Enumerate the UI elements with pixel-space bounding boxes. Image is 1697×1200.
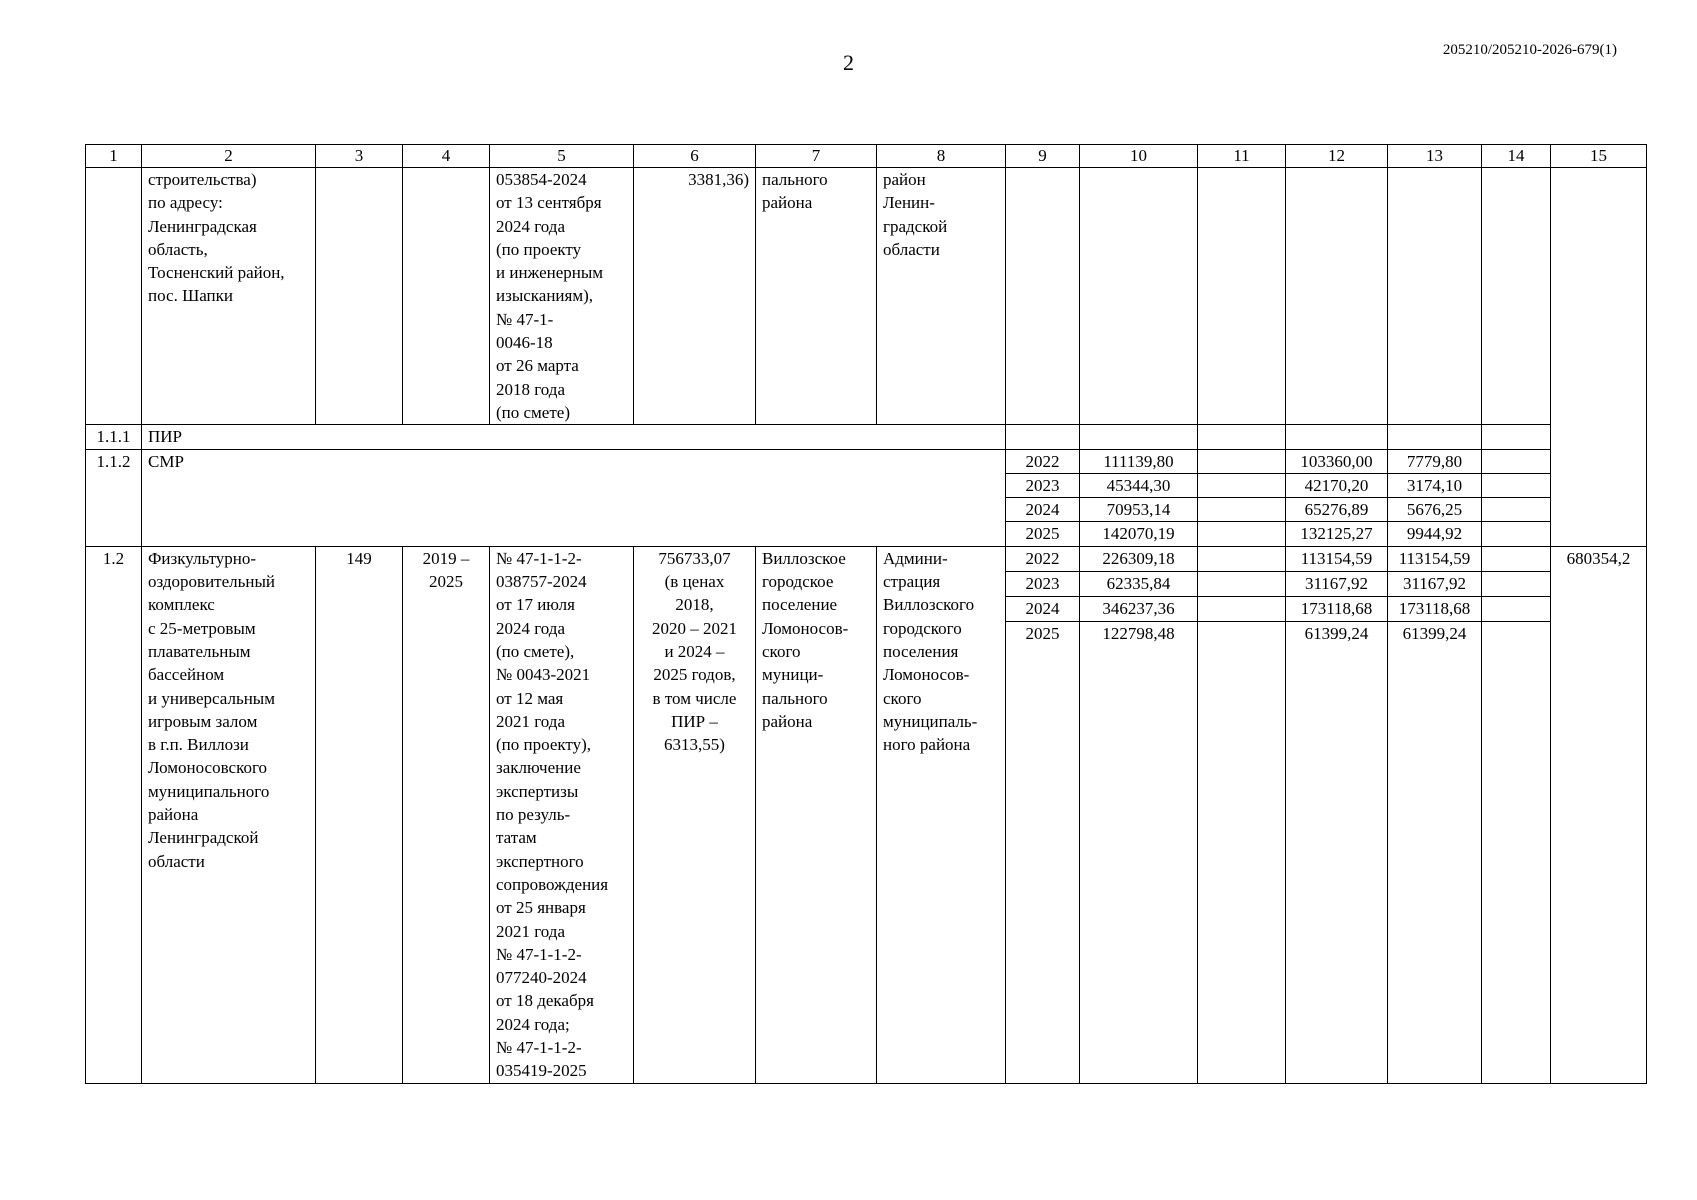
- cell-other: [1482, 546, 1551, 571]
- cell-federal: [1198, 473, 1286, 497]
- cell-federal: [1198, 546, 1286, 571]
- cell-year: 2023: [1006, 473, 1080, 497]
- col-header-8: 8: [877, 145, 1006, 168]
- cell-object-name: Физкультурно- оздоровительный комплекс с 25-метровым плавательным бассейном и универсальным игровым залом в г.п. Виллози Ломоносовского муниципального района Ленинградской области: [142, 546, 316, 1083]
- table-row: [86, 168, 1647, 425]
- cell-other: [1482, 498, 1551, 522]
- cell-federal: [1198, 449, 1286, 473]
- program-table: [85, 144, 1647, 1084]
- cell-other: [1482, 449, 1551, 473]
- table-row: [86, 546, 1647, 571]
- cell-code: [86, 168, 142, 425]
- cell-total: 346237,36: [1080, 596, 1198, 621]
- cell-local: 173118,68: [1388, 596, 1482, 621]
- cell-year: 2024: [1006, 498, 1080, 522]
- cell-year: 2025: [1006, 522, 1080, 546]
- cell-estimated-cost: 756733,07 (в ценах 2018, 2020 – 2021 и 2024 – 2025 годов, в том числе ПИР – 6313,55): [634, 546, 756, 1083]
- cell-other: [1482, 571, 1551, 596]
- cell-total: 45344,30: [1080, 473, 1198, 497]
- cell-customer: район Ленин- градской области: [877, 168, 1006, 425]
- col-header-7: 7: [756, 145, 877, 168]
- cell-code: 1.2: [86, 546, 142, 1083]
- cell-regional: [1286, 168, 1388, 425]
- cell-expertise: № 47-1-1-2- 038757-2024 от 17 июля 2024 года (по смете), № 0043-2021 от 12 мая 2021 года (по проекту), заключение экспертизы по резуль- татам экспертного сопровождения от 25 января 2021 года № 47-1-1-2- 077240-2024 от 18 декабря 2024 года; № 47-1-1-2- 035419-2025: [490, 546, 634, 1083]
- cell-municipality: Виллозское городское поселение Ломоносов- ского муници- пального района: [756, 546, 877, 1083]
- cell-local: [1388, 168, 1482, 425]
- cell-local: 5676,25: [1388, 498, 1482, 522]
- cell-capacity: [316, 168, 403, 425]
- col-header-15: 15: [1551, 145, 1647, 168]
- cell-local: [1388, 425, 1482, 449]
- cell-total: 111139,80: [1080, 449, 1198, 473]
- cell-regional: 31167,92: [1286, 571, 1388, 596]
- cell-other: [1482, 522, 1551, 546]
- cell-object-name: строительства) по адресу: Ленинградская область, Тосненский район, пос. Шапки: [142, 168, 316, 425]
- col-header-14: 14: [1482, 145, 1551, 168]
- cell-remaining: 680354,2: [1551, 546, 1647, 1083]
- cell-local: 113154,59: [1388, 546, 1482, 571]
- cell-federal: [1198, 522, 1286, 546]
- cell-federal: [1198, 596, 1286, 621]
- cell-estimated-cost: 3381,36): [634, 168, 756, 425]
- column-number-row: [86, 145, 1647, 168]
- cell-total: 62335,84: [1080, 571, 1198, 596]
- cell-capacity: 149: [316, 546, 403, 1083]
- cell-other: [1482, 168, 1551, 425]
- cell-remaining: [1551, 168, 1647, 547]
- col-header-10: 10: [1080, 145, 1198, 168]
- page-number: 2: [843, 50, 854, 75]
- cell-total: 226309,18: [1080, 546, 1198, 571]
- col-header-6: 6: [634, 145, 756, 168]
- cell-federal: [1198, 498, 1286, 522]
- cell-year: 2022: [1006, 546, 1080, 571]
- cell-total: [1080, 168, 1198, 425]
- cell-stage-label: ПИР: [142, 425, 1006, 449]
- cell-year: [1006, 425, 1080, 449]
- cell-code: 1.1.1: [86, 425, 142, 449]
- cell-total: 122798,48: [1080, 621, 1198, 1083]
- col-header-12: 12: [1286, 145, 1388, 168]
- cell-local: 61399,24: [1388, 621, 1482, 1083]
- cell-regional: 65276,89: [1286, 498, 1388, 522]
- program-table-wrapper: [85, 144, 1647, 1084]
- cell-other: [1482, 596, 1551, 621]
- cell-regional: 113154,59: [1286, 546, 1388, 571]
- cell-regional: 42170,20: [1286, 473, 1388, 497]
- cell-stage-label: СМР: [142, 449, 1006, 546]
- document-id: 205210/205210-2026-679(1): [1442, 42, 1617, 58]
- cell-regional: [1286, 425, 1388, 449]
- col-header-13: 13: [1388, 145, 1482, 168]
- cell-regional: 173118,68: [1286, 596, 1388, 621]
- cell-year: [1006, 168, 1080, 425]
- cell-local: 3174,10: [1388, 473, 1482, 497]
- cell-federal: [1198, 425, 1286, 449]
- cell-other: [1482, 473, 1551, 497]
- cell-regional: 61399,24: [1286, 621, 1388, 1083]
- cell-total: 70953,14: [1080, 498, 1198, 522]
- cell-federal: [1198, 621, 1286, 1083]
- cell-federal: [1198, 571, 1286, 596]
- cell-year: 2025: [1006, 621, 1080, 1083]
- cell-period: [403, 168, 490, 425]
- cell-expertise: 053854-2024 от 13 сентября 2024 года (по проекту и инженерным изысканиям), № 47-1- 0046-18 от 26 марта 2018 года (по смете): [490, 168, 634, 425]
- table-row: [86, 449, 1647, 473]
- cell-local: 7779,80: [1388, 449, 1482, 473]
- col-header-3: 3: [316, 145, 403, 168]
- cell-local: 31167,92: [1388, 571, 1482, 596]
- cell-regional: 132125,27: [1286, 522, 1388, 546]
- cell-other: [1482, 621, 1551, 1083]
- col-header-2: 2: [142, 145, 316, 168]
- cell-year: 2022: [1006, 449, 1080, 473]
- cell-federal: [1198, 168, 1286, 425]
- cell-total: 142070,19: [1080, 522, 1198, 546]
- col-header-1: 1: [86, 145, 142, 168]
- cell-customer: Админи- страция Виллозского городского поселения Ломоносов- ского муниципаль- ного района: [877, 546, 1006, 1083]
- col-header-11: 11: [1198, 145, 1286, 168]
- cell-year: 2023: [1006, 571, 1080, 596]
- cell-local: 9944,92: [1388, 522, 1482, 546]
- cell-total: [1080, 425, 1198, 449]
- cell-year: 2024: [1006, 596, 1080, 621]
- cell-code: 1.1.2: [86, 449, 142, 546]
- cell-other: [1482, 425, 1551, 449]
- cell-period: 2019 – 2025: [403, 546, 490, 1083]
- cell-municipality: пального района: [756, 168, 877, 425]
- col-header-9: 9: [1006, 145, 1080, 168]
- cell-regional: 103360,00: [1286, 449, 1388, 473]
- col-header-5: 5: [490, 145, 634, 168]
- col-header-4: 4: [403, 145, 490, 168]
- table-row: [86, 425, 1647, 449]
